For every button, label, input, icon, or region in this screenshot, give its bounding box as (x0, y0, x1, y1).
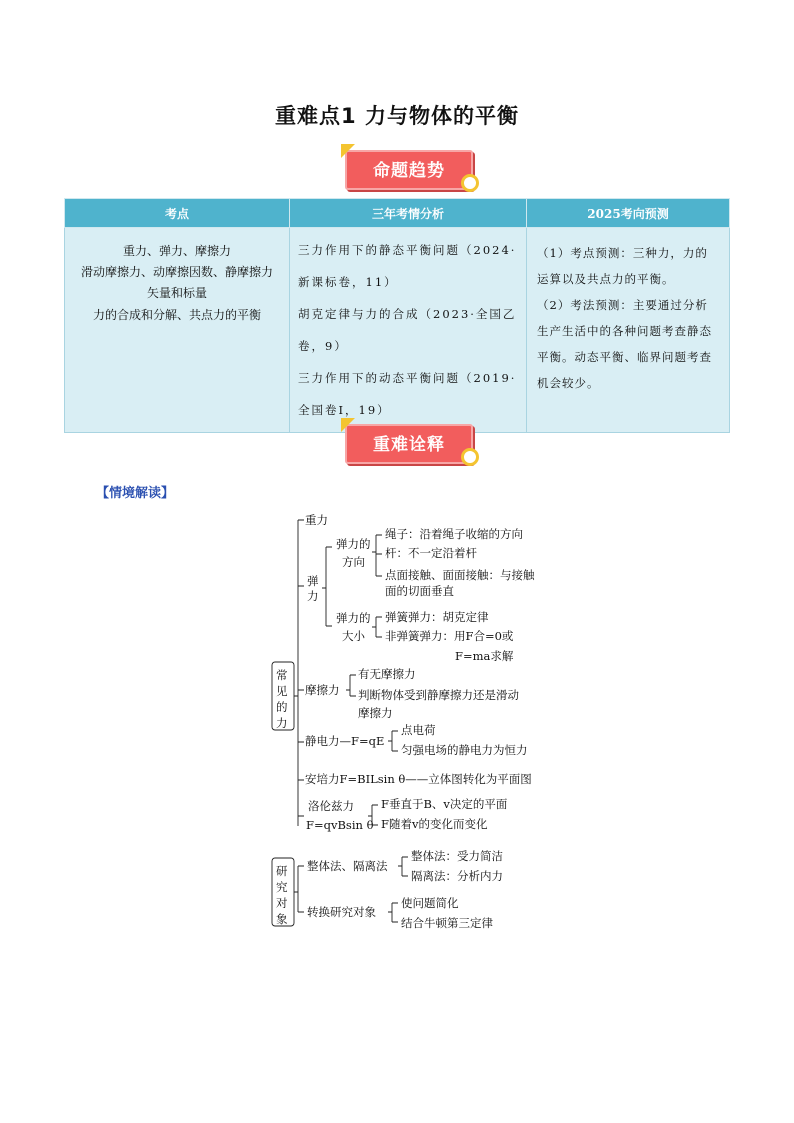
root2-char: 研 (276, 864, 288, 878)
node-elastic-magnitude: 大小 (342, 629, 365, 643)
node-switch-object: 转换研究对象 (307, 905, 376, 919)
node-elastic-direction: 弹力的 (336, 537, 371, 551)
forecast-item: （1）考点预测：三种力，力的运算以及共点力的平衡。 (537, 246, 708, 286)
switch-item: 使问题简化 (401, 896, 459, 910)
electric-item: 点电荷 (401, 723, 436, 737)
friction-item: 摩擦力 (358, 706, 393, 720)
whole-item: 整体法：受力简洁 (411, 849, 503, 863)
dir-item: 面的切面垂直 (385, 584, 454, 598)
node-elastic-direction: 方向 (342, 555, 365, 569)
root1-char: 的 (276, 700, 288, 714)
trend-banner-label: 命题趋势 (373, 161, 445, 181)
root2-char: 对 (276, 896, 288, 910)
dir-item: 杆：不一定沿着杆 (385, 546, 477, 560)
root2-char: 究 (276, 880, 288, 894)
node-elastic: 弹 (307, 574, 319, 588)
root2-char: 象 (276, 912, 288, 926)
node-gravity: 重力 (305, 513, 328, 527)
root1-char: 常 (276, 668, 288, 682)
friction-item: 有无摩擦力 (358, 667, 416, 681)
node-electric: 静电力—F=qE (305, 734, 385, 748)
point-item: 滑动摩擦力、动摩擦因数、静摩擦力 (80, 265, 273, 279)
dir-item: 绳子：沿着绳子收缩的方向 (385, 527, 523, 541)
electric-item: 匀强电场的静电力为恒力 (401, 743, 528, 757)
point-item: 力的合成和分解、共点力的平衡 (92, 308, 261, 322)
node-elastic: 力 (307, 589, 319, 603)
dir-item: 点面接触、面面接触：与接触 (385, 568, 535, 582)
switch-item: 结合牛顿第三定律 (401, 916, 493, 930)
analysis-item: 三力作用下的静态平衡问题（2024·新课标卷，11） (298, 243, 517, 289)
root1-char: 见 (276, 684, 288, 698)
explain-banner-label: 重难诠释 (373, 435, 445, 455)
whole-item: 隔离法：分析内力 (411, 869, 503, 883)
node-whole-isolate: 整体法、隔离法 (307, 859, 388, 873)
friction-item: 判断物体受到静摩擦力还是滑动 (358, 688, 519, 702)
node-lorentz: 洛伦兹力 (308, 799, 354, 813)
analysis-item: 三力作用下的动态平衡问题（2019·全国卷I，19） (298, 371, 517, 417)
table-header-points: 考点 (65, 199, 290, 228)
node-lorentz: F=qvBsin θ (306, 818, 374, 832)
node-friction: 摩擦力 (305, 683, 340, 697)
node-elastic-magnitude: 弹力的 (336, 611, 371, 625)
point-item: 重力、弹力、摩擦力 (122, 244, 231, 258)
point-item: 矢量和标量 (146, 286, 207, 300)
mag-item: F=ma求解 (455, 649, 514, 663)
lorentz-item: F随着v的变化而变化 (381, 817, 488, 831)
analysis-item: 胡克定律与力的合成（2023·全国乙卷，9） (298, 307, 517, 353)
forecast-item: （2）考法预测：主要通过分析生产生活中的各种问题考查静态平衡。动态平衡、临界问题考查机会较少。 (537, 298, 712, 390)
node-ampere: 安培力F=BILsin θ——立体图转化为平面图 (305, 772, 532, 786)
page-title: 重难点1 力与物体的平衡 (275, 104, 519, 128)
section-label: 【情境解读】 (96, 486, 175, 501)
root1-char: 力 (276, 716, 288, 730)
table-header-forecast: 2025考向预测 (527, 199, 730, 228)
table-header-analysis: 三年考情分析 (290, 199, 527, 228)
mag-item: 弹簧弹力：胡克定律 (385, 610, 489, 624)
lorentz-item: F垂直于B、v决定的平面 (381, 797, 508, 811)
mag-item: 非弹簧弹力：用F合=0或 (385, 629, 514, 643)
